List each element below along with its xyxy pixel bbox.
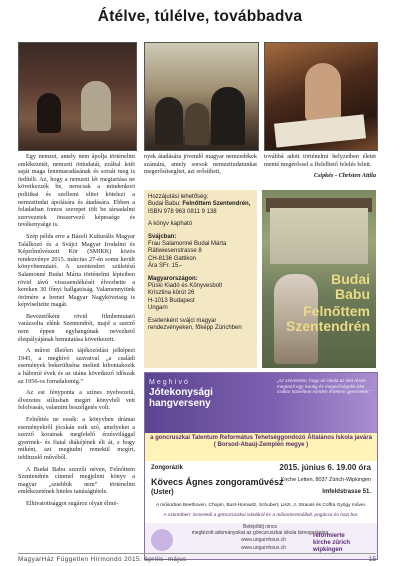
flyer-performer: Kövecs Ágnes zongoraművész (151, 477, 284, 487)
photo-audience (144, 42, 259, 151)
book-cover-image (262, 190, 376, 368)
info-line: Krisztina körút 26 (148, 290, 195, 297)
info-line: Frau Salamonné Budai Márta (148, 241, 227, 248)
flyer-admission: Belépődíj nincs megbízott adományokat az gönczruszkai iskola támogatására (191, 524, 329, 536)
author-credit: Csipkés - Christen Attila (313, 172, 376, 180)
flyer-website: www.ungarnhaus.ch (241, 545, 287, 551)
article-column-1 (18, 153, 135, 512)
paragraph: továbbá adott történelmi helyzetben életet menté megérőssel a ffelelhető felelés felett. (264, 153, 376, 168)
info-line: Rätiwiesenstrasse 8 (148, 248, 202, 255)
flyer-heading: Jótekonysági hangverseny (149, 387, 213, 409)
flyer-beneficiary: a goncruszkai Talentum Református Tehetséggondozó Általános Iskola javára ( Borsod-Abaúj-Zemplén megye ) (150, 435, 372, 448)
info-heading: Svájcban: (148, 233, 177, 240)
paragraph: Szép példa erre a Bázeli Kulturális Magyar Találkozó és a Svájci Magyar Irodalmi és Képzőművészeti Kör (SMIKK) közös rendezvénye 2015. március 27-én somu került könyvbemutató. A szentendrei születésű Salamonné Budai Márta történelmi lépteiben rövid távú visszaemlékését élvezhette a kereken 30 főnyi hallgatóság. Valamennyiünk örömére a bemet Magyar Nagykövetség is képviseltette magát. (18, 232, 135, 309)
info-line: Esetenként svájci magyar rendezvényeken, főképp Zürichben (148, 317, 242, 332)
info-line: CH-8136 Gattikon (148, 255, 197, 262)
paragraph: A művet illetően tájékozódást jelképezi 1945, a meghívó szavaival „a családi események bekerültséna meltett kibontakozik a háborúi évek és az utána következő időszak az 1956-os forradalomig.” (18, 347, 135, 385)
flyer-church-name: reformierte kirche zürich wipkingen (313, 533, 351, 553)
info-line: Püski Kiadó és Könyvesbolt (148, 283, 223, 290)
flyer-quote: „Az szeretném, hogy az iskola az élet része, megtanít egy baráig és megerőségebb élet csákor közelíteni minden értékére gyermeket.” (277, 378, 372, 395)
flyer-program: A műsorban Beethoven, Chopin, Bust-Horowitz, Schubert, Liszt, J. Strauss és Coffra Gyögy művei. (155, 503, 366, 508)
flyer-date: 2015. június 6. 19.00 óra (279, 463, 371, 472)
article-column-2 (144, 153, 257, 180)
book-cover-title: Szentendrén (285, 318, 370, 334)
paragraph: A Budai Babu szerzői néven, Felnőttem Szentendrén címmel megjelent könyv a magyar „sztebbik nem” történelmi emlékezetének hiteles tanúságtétele. (18, 465, 135, 496)
page-number: 15 (368, 556, 376, 563)
article-title: Átélve, túlélve, továbbadva (97, 8, 303, 25)
paragraph: Elhivatottsággot sugároz olyan élmé- (26, 499, 119, 507)
flyer-address: Imfeldstrasse 51. (322, 489, 371, 495)
book-cover-title: Felnőttem (303, 303, 370, 319)
flyer-performer-label: Zongorázik (151, 465, 184, 471)
book-cover-author: Budai (331, 271, 370, 287)
publication-name: MagyarHáz Független Hírmondó 2015. április–május (18, 556, 187, 563)
price: Ára SFr. 15.- (148, 263, 183, 270)
flyer-performer-city: (Uster) (151, 489, 174, 496)
photo-author-reading (18, 42, 137, 151)
flyer-intermission: A szünetben: ismertető a gönczruszkai iskoláról és a műsorteremállolt, pogácsa és hazi bor. (163, 513, 359, 518)
isbn: ISBN 978 963 0811 9 138 (148, 208, 217, 215)
flyer-website: www.ungarnhaus.ch (241, 537, 287, 543)
flyer-venue: Kirche Letten, 8037 Zürich-Wipkingen (280, 477, 371, 483)
info-line: Ungarn (148, 305, 168, 312)
paragraph: Az est fényponta a színes nyelvezetű, élvezetes stílusban megírt könyvből vett felolvasás, valamint beszélgetés volt. (18, 389, 135, 412)
church-logo-icon (151, 529, 173, 551)
page-footer (18, 553, 376, 566)
flyer-invite-label: Meghívó (149, 379, 190, 386)
book-info-box (144, 190, 257, 368)
photo-book-signing (264, 42, 378, 151)
book-cover-author: Babu (335, 286, 370, 302)
paragraph: Bevezetőként rövid filmbemutató varázsolta elénk Szentendrét, majd a szerző nem éppen egyhangúnak nevezhető életpályájának bemutatása következett. (18, 312, 135, 343)
info-line: H-1013 Budapest (148, 297, 195, 304)
info-line: Budai Babu: Felnőttem Szentendrén, (148, 201, 251, 208)
info-line: A könyv kapható (148, 221, 193, 228)
paragraph: Egy nemzet, amely nem ápolja történelmi emlékezetét, nemzeti öntudatát, ezáltal letét saját maga fennmaradásának és sorsát meg is ördítéli. Az, hogy a nemzeti lét megtartása ne következzék be, nemcsak a mindenkori politikai és szellemi elitet kötelezi a nemzettudat ápolására és átadására. Ebben a feladatban fontos szerepet tölt be társadalmi szervezetek önszervező képessége és tevékenysége is. (18, 153, 135, 229)
info-line: Hozzájutási lehetőség: (148, 194, 209, 200)
paragraph: Felnőttés ne essék: a könyvben drámai eseményekről jócskán esik szó, amelyeket a szerző korainak megfelelő érzésvilággal gyermek- és fiatal diákéjének élt át, s hogy miként, azt megtudni remekül megírt, teblinzelő művéből. (18, 416, 135, 461)
concert-flyer (144, 372, 378, 560)
article-column-3 (264, 153, 376, 180)
paragraph: nyek átadására jövendő magyar nemzedékek számára, amely sorsok nemzettudatunkat megerősítsegítet, azt erősítheti, (144, 153, 257, 176)
info-heading: Magyarországon: (148, 275, 198, 282)
